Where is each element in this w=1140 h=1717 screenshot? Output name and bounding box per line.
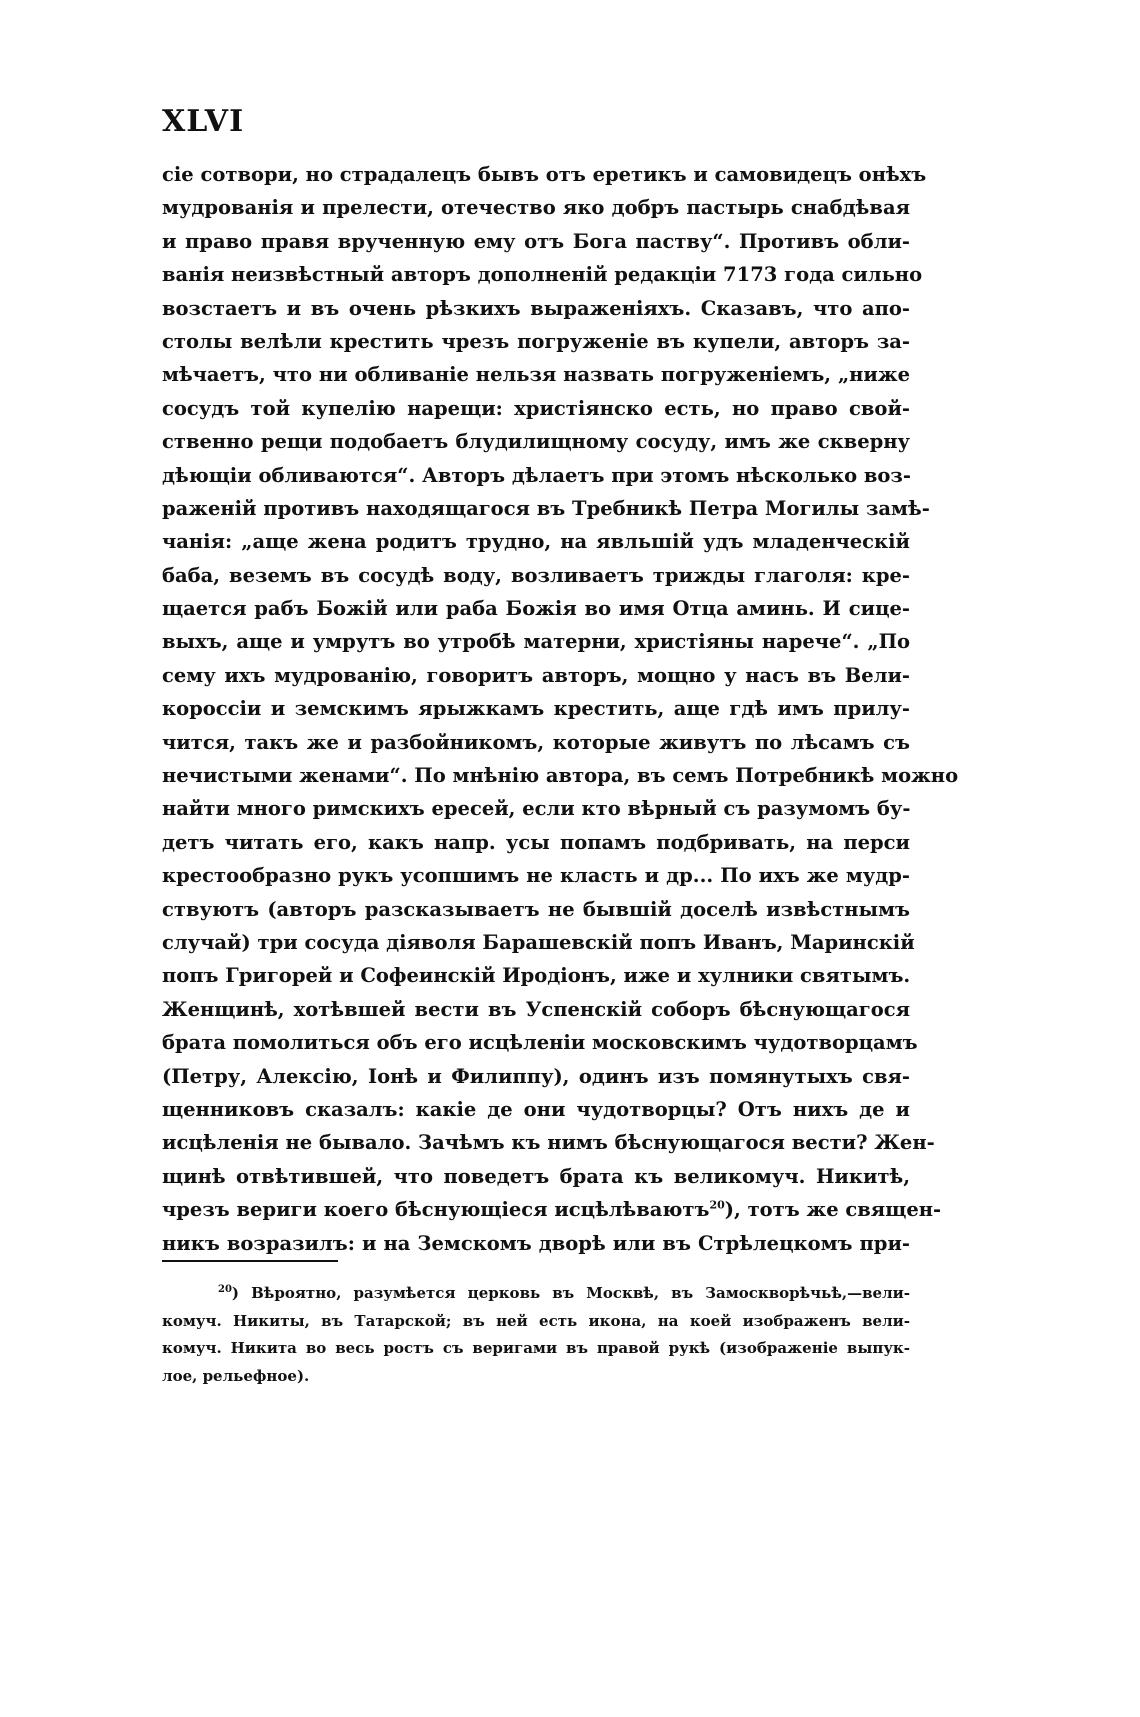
footnote-text: ) Вѣроятно, разумѣется церковь въ Москвѣ, въ Замоскворѣчьѣ,—вели-: [231, 1284, 910, 1302]
text-line-part: ), тотъ же священ-: [724, 1198, 942, 1222]
text-line: возстаетъ и въ очень рѣзкихъ выраженіяхъ. Сказавъ, что апо-: [162, 296, 910, 320]
text-line: мѣчаетъ, что ни обливаніе нельзя назвать погруженіемъ, „ниже: [162, 363, 910, 387]
text-line: баба, веземъ въ сосудѣ воду, возливаетъ трижды глаголя: кре-: [162, 563, 910, 587]
text-line: Женщинѣ, хотѣвшей вести въ Успенскій соборъ бѣснующагося: [162, 997, 910, 1021]
text-line: сосудъ той купелію нарещи: христіянско есть, но право свой-: [162, 396, 910, 420]
text-line: (Петру, Алексію, Іонѣ и Филиппу), одинъ изъ помянутыхъ свя-: [162, 1064, 910, 1088]
footnote-reference[interactable]: 20: [709, 1198, 725, 1212]
footnote-line: комуч. Никиты, въ Татарской; въ ней есть икона, на коей изображенъ вели-: [162, 1311, 910, 1330]
text-line: и право правя врученную ему отъ Бога паству“. Противъ обли-: [162, 229, 910, 253]
text-line: раженій противъ находящагося въ Требникѣ Петра Могилы замѣ-: [162, 496, 930, 520]
text-line: исцѣленія не бывало. Зачѣмъ къ нимъ бѣснующагося вести? Жен-: [162, 1131, 935, 1155]
text-line: брата помолиться объ его исцѣленіи московскимъ чудотворцамъ: [162, 1031, 918, 1055]
text-line: ственно рещи подобаетъ блудилищному сосуду, имъ же скверну: [162, 430, 910, 454]
text-line: щается рабъ Божій или раба Божія во имя Отца аминь. И сице-: [162, 597, 910, 621]
text-line: крестообразно рукъ усопшимъ не класть и др... По ихъ же мудр-: [162, 864, 910, 888]
footnote-mark: 20: [218, 1284, 232, 1295]
page-number: XLVI: [162, 104, 245, 139]
text-line: никъ возразилъ: и на Земскомъ дворѣ или въ Стрѣлецкомъ при-: [162, 1231, 910, 1255]
text-line-with-footnote-ref: [162, 1193, 942, 1226]
footnotes: [162, 1280, 910, 1390]
text-line: дѣющіи обливаются“. Авторъ дѣлаетъ при этомъ нѣсколько воз-: [162, 463, 911, 487]
text-line: сіе сотвори, но страдалецъ бывъ отъ еретикъ и самовидецъ онѣхъ: [162, 163, 927, 186]
text-line: столы велѣли крестить чрезъ погруженіе въ купели, авторъ за-: [162, 329, 910, 353]
text-line: чится, такъ же и разбойникомъ, которые живутъ по лѣсамъ съ: [162, 730, 910, 754]
body-text: [162, 158, 959, 1260]
text-line: выхъ, аще и умрутъ во утробѣ матерни, христіяны нарече“. „По: [162, 630, 910, 654]
text-line: найти много римскихъ ересей, если кто вѣрный съ разумомъ бу-: [162, 797, 911, 821]
text-line: щинѣ отвѣтившей, что поведетъ брата къ великомуч. Никитѣ,: [162, 1164, 910, 1188]
text-line: детъ читать его, какъ напр. усы попамъ подбривать, на перси: [162, 830, 910, 854]
footnote-line: комуч. Никита во весь ростъ съ веригами въ правой рукѣ (изображеніе выпук-: [162, 1339, 910, 1357]
footnote-line: [162, 1280, 910, 1308]
text-line: ванія неизвѣстный авторъ дополненій редакціи 7173 года сильно: [162, 263, 923, 287]
text-line: сему ихъ мудрованію, говоритъ авторъ, мощно у насъ въ Вели-: [162, 663, 910, 687]
footnote-line: лое, рельефное).: [162, 1366, 310, 1385]
text-line: нечистыми женами“. По мнѣнію автора, въ семъ Потребникѣ можно: [162, 764, 959, 788]
text-line: чанія: „аще жена родитъ трудно, на явльшій удъ младенческій: [162, 530, 910, 554]
footnote-divider: [162, 1260, 338, 1262]
text-line: попъ Григорей и Софеинскій Иродіонъ, иже и хулники святымъ.: [162, 964, 911, 988]
text-line: случай) три сосуда діяволя Барашевскій попъ Иванъ, Маринскій: [162, 930, 915, 954]
text-line: короссіи и земскимъ ярыжкамъ крестить, аще гдѣ имъ прилу-: [162, 697, 910, 721]
text-line-part: чрезъ вериги коего бѣснующіеся исцѣлѣваютъ: [162, 1198, 710, 1222]
text-line: щенниковъ сказалъ: какіе де они чудотворцы? Отъ нихъ де и: [162, 1097, 910, 1121]
text-line: мудрованія и прелести, отечество яко добръ пастырь снабдѣвая: [162, 196, 910, 220]
text-line: ствуютъ (авторъ разсказываетъ не бывшій доселѣ извѣстнымъ: [162, 897, 910, 921]
